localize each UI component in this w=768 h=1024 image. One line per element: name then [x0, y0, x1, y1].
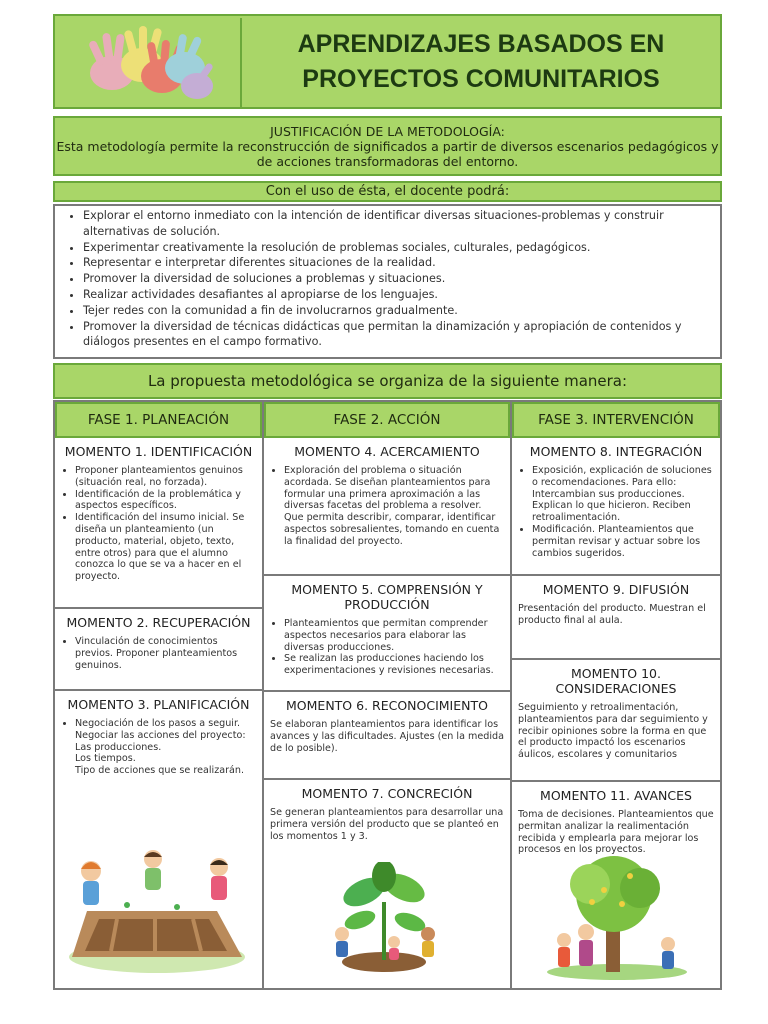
- momento-10-title: MOMENTO 10. CONSIDERACIONES: [555, 666, 677, 696]
- momento-3-sub-2: Los tiempos.: [75, 753, 136, 765]
- phases-grid: [53, 400, 722, 990]
- momento-10-text: Seguimiento y retroalimentación, planteamientos para dar seguimiento y recibir opiniones sobre la forma en que el producto impactó los escenarios áulicos, escolares y comunitarios: [518, 702, 708, 761]
- momento-6-title: MOMENTO 6. RECONOCIMIENTO: [286, 698, 488, 713]
- list-item: • Tejer redes con la comunidad a fin de involucrarnos gradualmente.: [83, 303, 712, 319]
- momento-3-title: MOMENTO 3. PLANIFICACIÓN: [67, 697, 250, 712]
- momento-9-card: [512, 576, 720, 660]
- phase-column-1: [55, 402, 264, 988]
- page-title: APRENDIZAJES BASADOS EN PROYECTOS COMUNITARIOS: [297, 29, 665, 93]
- momento-11-text: Toma de decisiones. Planteamientos que permitan analizar la realimentación recibida y emplearla para mejorar los procesos en los proyectos.: [518, 809, 714, 856]
- momento-9-title: MOMENTO 9. DIFUSIÓN: [542, 582, 690, 597]
- list-item: • Explorar el entorno inmediato con la intención de identificar diversas situaciones-problemas y construir alternativas de solución.: [83, 208, 712, 240]
- momento-7-title: MOMENTO 7. CONCRECIÓN: [301, 786, 473, 801]
- list-item: • Vinculación de conocimientos previos. Proponer planteamientos genuinos.: [75, 636, 256, 671]
- list-item: • Representar e interpretar diferentes situaciones de la realidad.: [83, 255, 712, 271]
- list-item: • Exploración del problema o situación acordada. Se diseñan planteamientos para formular una primera aproximación a las diversas facetas del problema a resolver. Que permita describir, comparar, identificar aspectos sobresalientes, tomando en cuenta la finalidad del proyecto.: [284, 465, 504, 548]
- momento-6-card: [264, 692, 510, 780]
- momento-4-title: MOMENTO 4. ACERCAMIENTO: [294, 444, 480, 459]
- justification-box: [53, 116, 722, 176]
- justification-heading: JUSTIFICACIÓN DE LA METODOLOGÍA:: [270, 124, 505, 139]
- list-item: [75, 718, 256, 777]
- phase-header-2: FASE 2. ACCIÓN: [264, 402, 510, 438]
- momento-3-sub-3: Tipo de acciones que se realizarán.: [75, 765, 245, 777]
- list-item: • Se realizan las producciones haciendo los experimentaciones y revisiones necesarias.: [284, 653, 504, 677]
- justification-text: Esta metodología permite la reconstrucción de significados a partir de diversos escenarios pedagógicos y de acciones transformadoras del entorno.: [56, 139, 719, 169]
- momento-5-card: [264, 576, 510, 692]
- momento-7-card: [264, 780, 510, 988]
- phase-column-2: [264, 402, 512, 988]
- momento-2-card: [55, 609, 262, 691]
- momento-4-card: [264, 438, 510, 576]
- momento-1-title: MOMENTO 1. IDENTIFICACIÓN: [64, 444, 253, 459]
- momento-8-title: MOMENTO 8. INTEGRACIÓN: [529, 444, 703, 459]
- list-item: • Proponer planteamientos genuinos (situación real, no forzada).: [75, 465, 256, 489]
- momento-2-title: MOMENTO 2. RECUPERACIÓN: [66, 615, 251, 630]
- momento-7-text: Se generan planteamientos para desarrollar una primera versión del producto que se planteó en los momentos 1 y 3.: [270, 807, 504, 842]
- list-item: • Planteamientos que permitan comprender aspectos necesarios para elaborar las diversas producciones.: [284, 618, 504, 653]
- docente-heading: Con el uso de ésta, el docente podrá:: [53, 181, 722, 202]
- list-item: • Realizar actividades desafiantes al apropiarse de los lenguajes.: [83, 287, 712, 303]
- momento-5-title: MOMENTO 5. COMPRENSIÓN Y PRODUCCIÓN: [291, 582, 483, 612]
- momento-11-title: MOMENTO 11. AVANCES: [540, 788, 692, 803]
- momento-6-text: Se elaboran planteamientos para identificar los avances y las dificultades. Ajustes (en la medida de lo posible).: [270, 719, 504, 754]
- momento-8-card: [512, 438, 720, 576]
- hands-logo-icon: [57, 18, 242, 107]
- list-item: • Modificación. Planteamientos que permitan revisar y actuar sobre los cambios sugeridos.: [532, 524, 714, 559]
- phase-header-3: FASE 3. INTERVENCIÓN: [512, 402, 720, 438]
- momento-10-card: [512, 660, 720, 782]
- plant-kids-illustration: [324, 862, 444, 974]
- docente-list: [65, 208, 712, 350]
- momento-3-sub-1: Las producciones.: [75, 741, 162, 753]
- header-banner: [53, 14, 722, 109]
- momento-9-text: Presentación del producto. Muestran el producto final al aula.: [518, 603, 706, 626]
- momento-3-card: [55, 691, 262, 988]
- momento-1-card: [55, 438, 262, 609]
- list-item: • Promover la diversidad de soluciones a problemas y situaciones.: [83, 271, 712, 287]
- list-item: • Identificación del insumo inicial. Se diseña un planteamiento (un producto, material, objeto, texto, entre otros) para que el alumno conozca lo que se va a hacer en el proyecto.: [75, 512, 256, 583]
- list-item: • Promover la diversidad de técnicas didácticas que permitan la dinamización y apropiación de contenidos y diálogos presentes en el campo formativo.: [83, 319, 712, 351]
- tree-kids-illustration: [542, 854, 692, 982]
- docente-list-box: [53, 204, 722, 359]
- phase-header-1: FASE 1. PLANEACIÓN: [55, 402, 262, 438]
- garden-kids-illustration: [67, 849, 247, 977]
- phase-column-3: [512, 402, 720, 988]
- list-item: • Identificación de la problemática y aspectos específicos.: [75, 489, 256, 513]
- momento-3-lead: Negociación de los pasos a seguir. Negociar las acciones del proyecto:: [75, 718, 246, 741]
- list-item: • Exposición, explicación de soluciones o recomendaciones. Para ello: Intercambian sus producciones. Explican lo que hicieron. Reciben retroalimentación.: [532, 465, 714, 524]
- momento-11-card: [512, 782, 720, 988]
- list-item: • Experimentar creativamente la resolución de problemas sociales, culturales, pedagógicos.: [83, 240, 712, 256]
- propuesta-heading: La propuesta metodológica se organiza de la siguiente manera:: [53, 363, 722, 399]
